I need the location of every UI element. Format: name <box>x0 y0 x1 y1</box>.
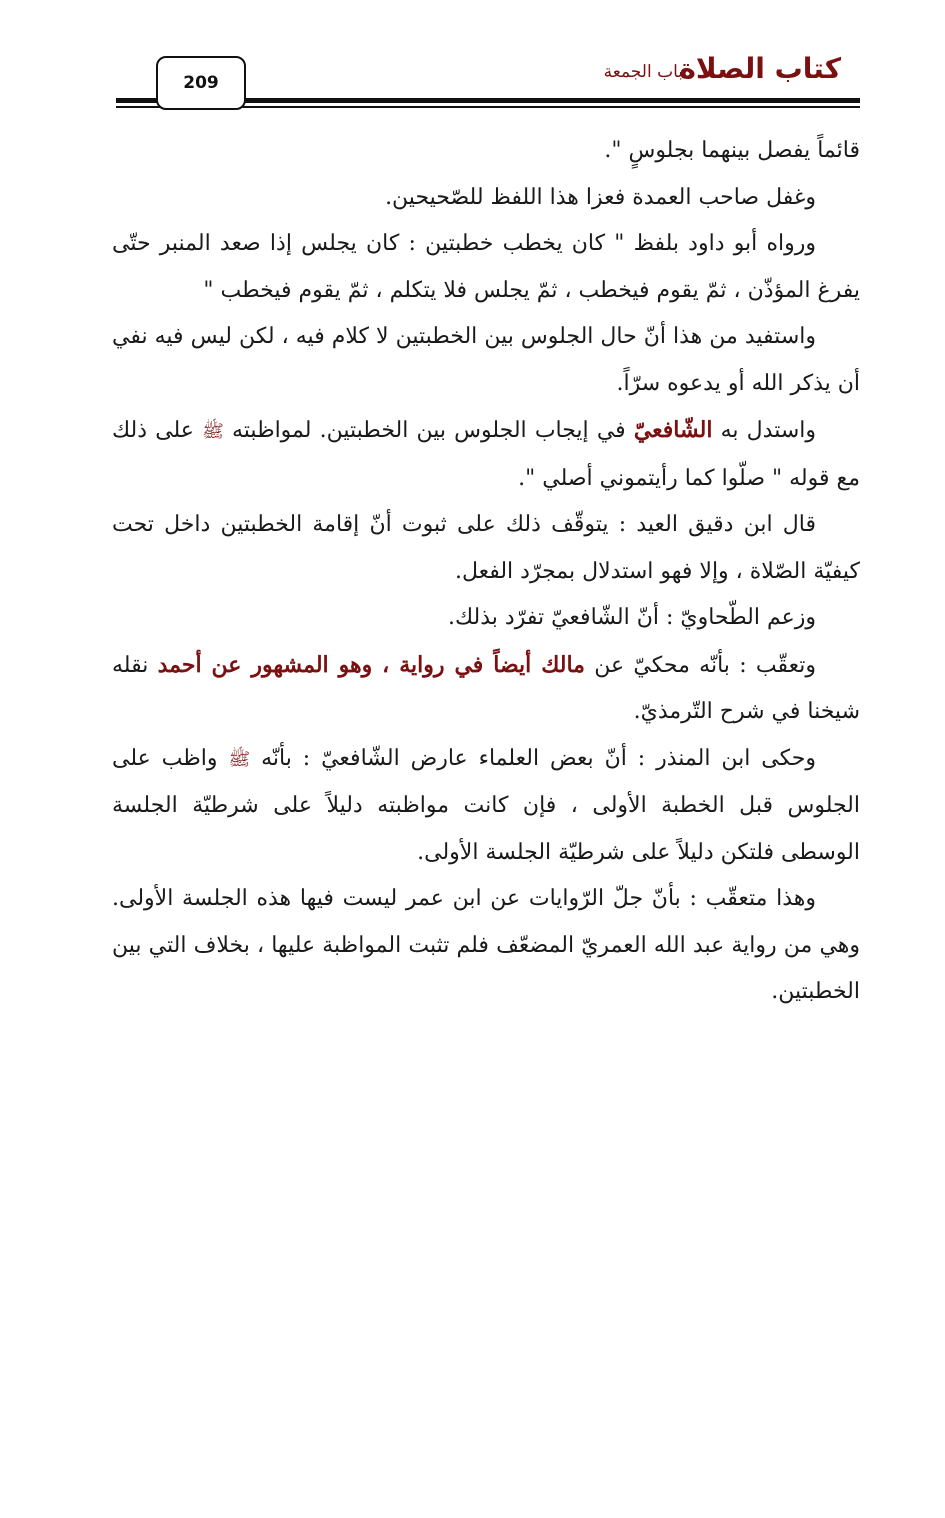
paragraph-4: واستفيد من هذا أنّ حال الجلوس بين الخطبتين لا كلام فيه ، لكن ليس فيه نفي أن يذكر الله أو يدعوه سرّاً. <box>112 324 860 396</box>
paragraph-5 <box>112 407 860 502</box>
paragraph-8 <box>112 642 860 736</box>
salawat-symbol: ﷺ <box>228 748 251 770</box>
paragraph-3: ورواه أبو داود بلفظ " كان يخطب خطبتين : كان يجلس إذا صعد المنبر حتّى يفرغ المؤذّن ، ثمّ يقوم فيخطب ، ثمّ يجلس فلا يتكلم ، ثمّ يقوم فيخطب " <box>112 231 860 303</box>
page-header <box>0 0 945 120</box>
paragraph-9 <box>112 736 860 877</box>
salawat-symbol: ﷺ <box>202 421 224 442</box>
paragraph-5-text-b: في إيجاب الجلوس بين الخطبتين. لمواظبته <box>223 418 634 443</box>
highlight-malik-ahmad: مالك أيضاً في رواية ، وهو المشهور عن أحمد <box>157 651 585 678</box>
page-number: 209 <box>156 56 246 110</box>
paragraph-7: وزعم الطّحاويّ : أنّ الشّافعيّ تفرّد بذلك. <box>448 605 816 630</box>
chapter-title: باب الجمعة <box>603 62 683 82</box>
paragraph-6: قال ابن دقيق العيد : يتوقّف ذلك على ثبوت أنّ إقامة الخطبتين داخل تحت كيفيّة الصّلاة ، وإلا فهو استدلال بمجرّد الفعل. <box>112 512 860 584</box>
paragraph-10: وهذا متعقّب : بأنّ جلّ الرّوايات عن ابن عمر ليست فيها هذه الجلسة الأولى. وهي من رواية عبد الله العمريّ المضعّف فلم تثبت المواظبة عليها ، بخلاف التي بين الخطبتين. <box>112 886 861 1004</box>
name-shafii: الشّافعيّ <box>633 417 713 443</box>
page-body <box>112 128 860 1016</box>
paragraph-8-text-b: نقله شيخنا في شرح التّرمذيّ. <box>112 652 860 724</box>
paragraph-2: وغفل صاحب العمدة فعزا هذا اللفظ للصّحيحين. <box>385 184 816 210</box>
paragraph-5-text-a: واستدل به <box>712 418 817 443</box>
book-title: كتاب الصلاة <box>679 52 841 85</box>
paragraph-9-text-a: وحكى ابن المنذر : أنّ بعض العلماء عارض الشّافعيّ : بأنّه <box>250 745 816 771</box>
paragraph-8-text-a: وتعقّب : بأنّه محكيّ عن <box>584 652 816 678</box>
paragraph-9-text-b: واظب على الجلوس قبل الخطبة الأولى ، فإن كانت مواظبته دليلاً على شرطيّة الجلسة الوسطى فلتكن دليلاً على شرطيّة الجلسة الأولى. <box>112 745 860 865</box>
paragraph-1: قائماً يفصل بينهما بجلوسٍ ". <box>604 138 860 163</box>
paragraph-5-text-c: على ذلك مع قوله " صلّوا كما رأيتموني أصلي ". <box>112 418 860 491</box>
